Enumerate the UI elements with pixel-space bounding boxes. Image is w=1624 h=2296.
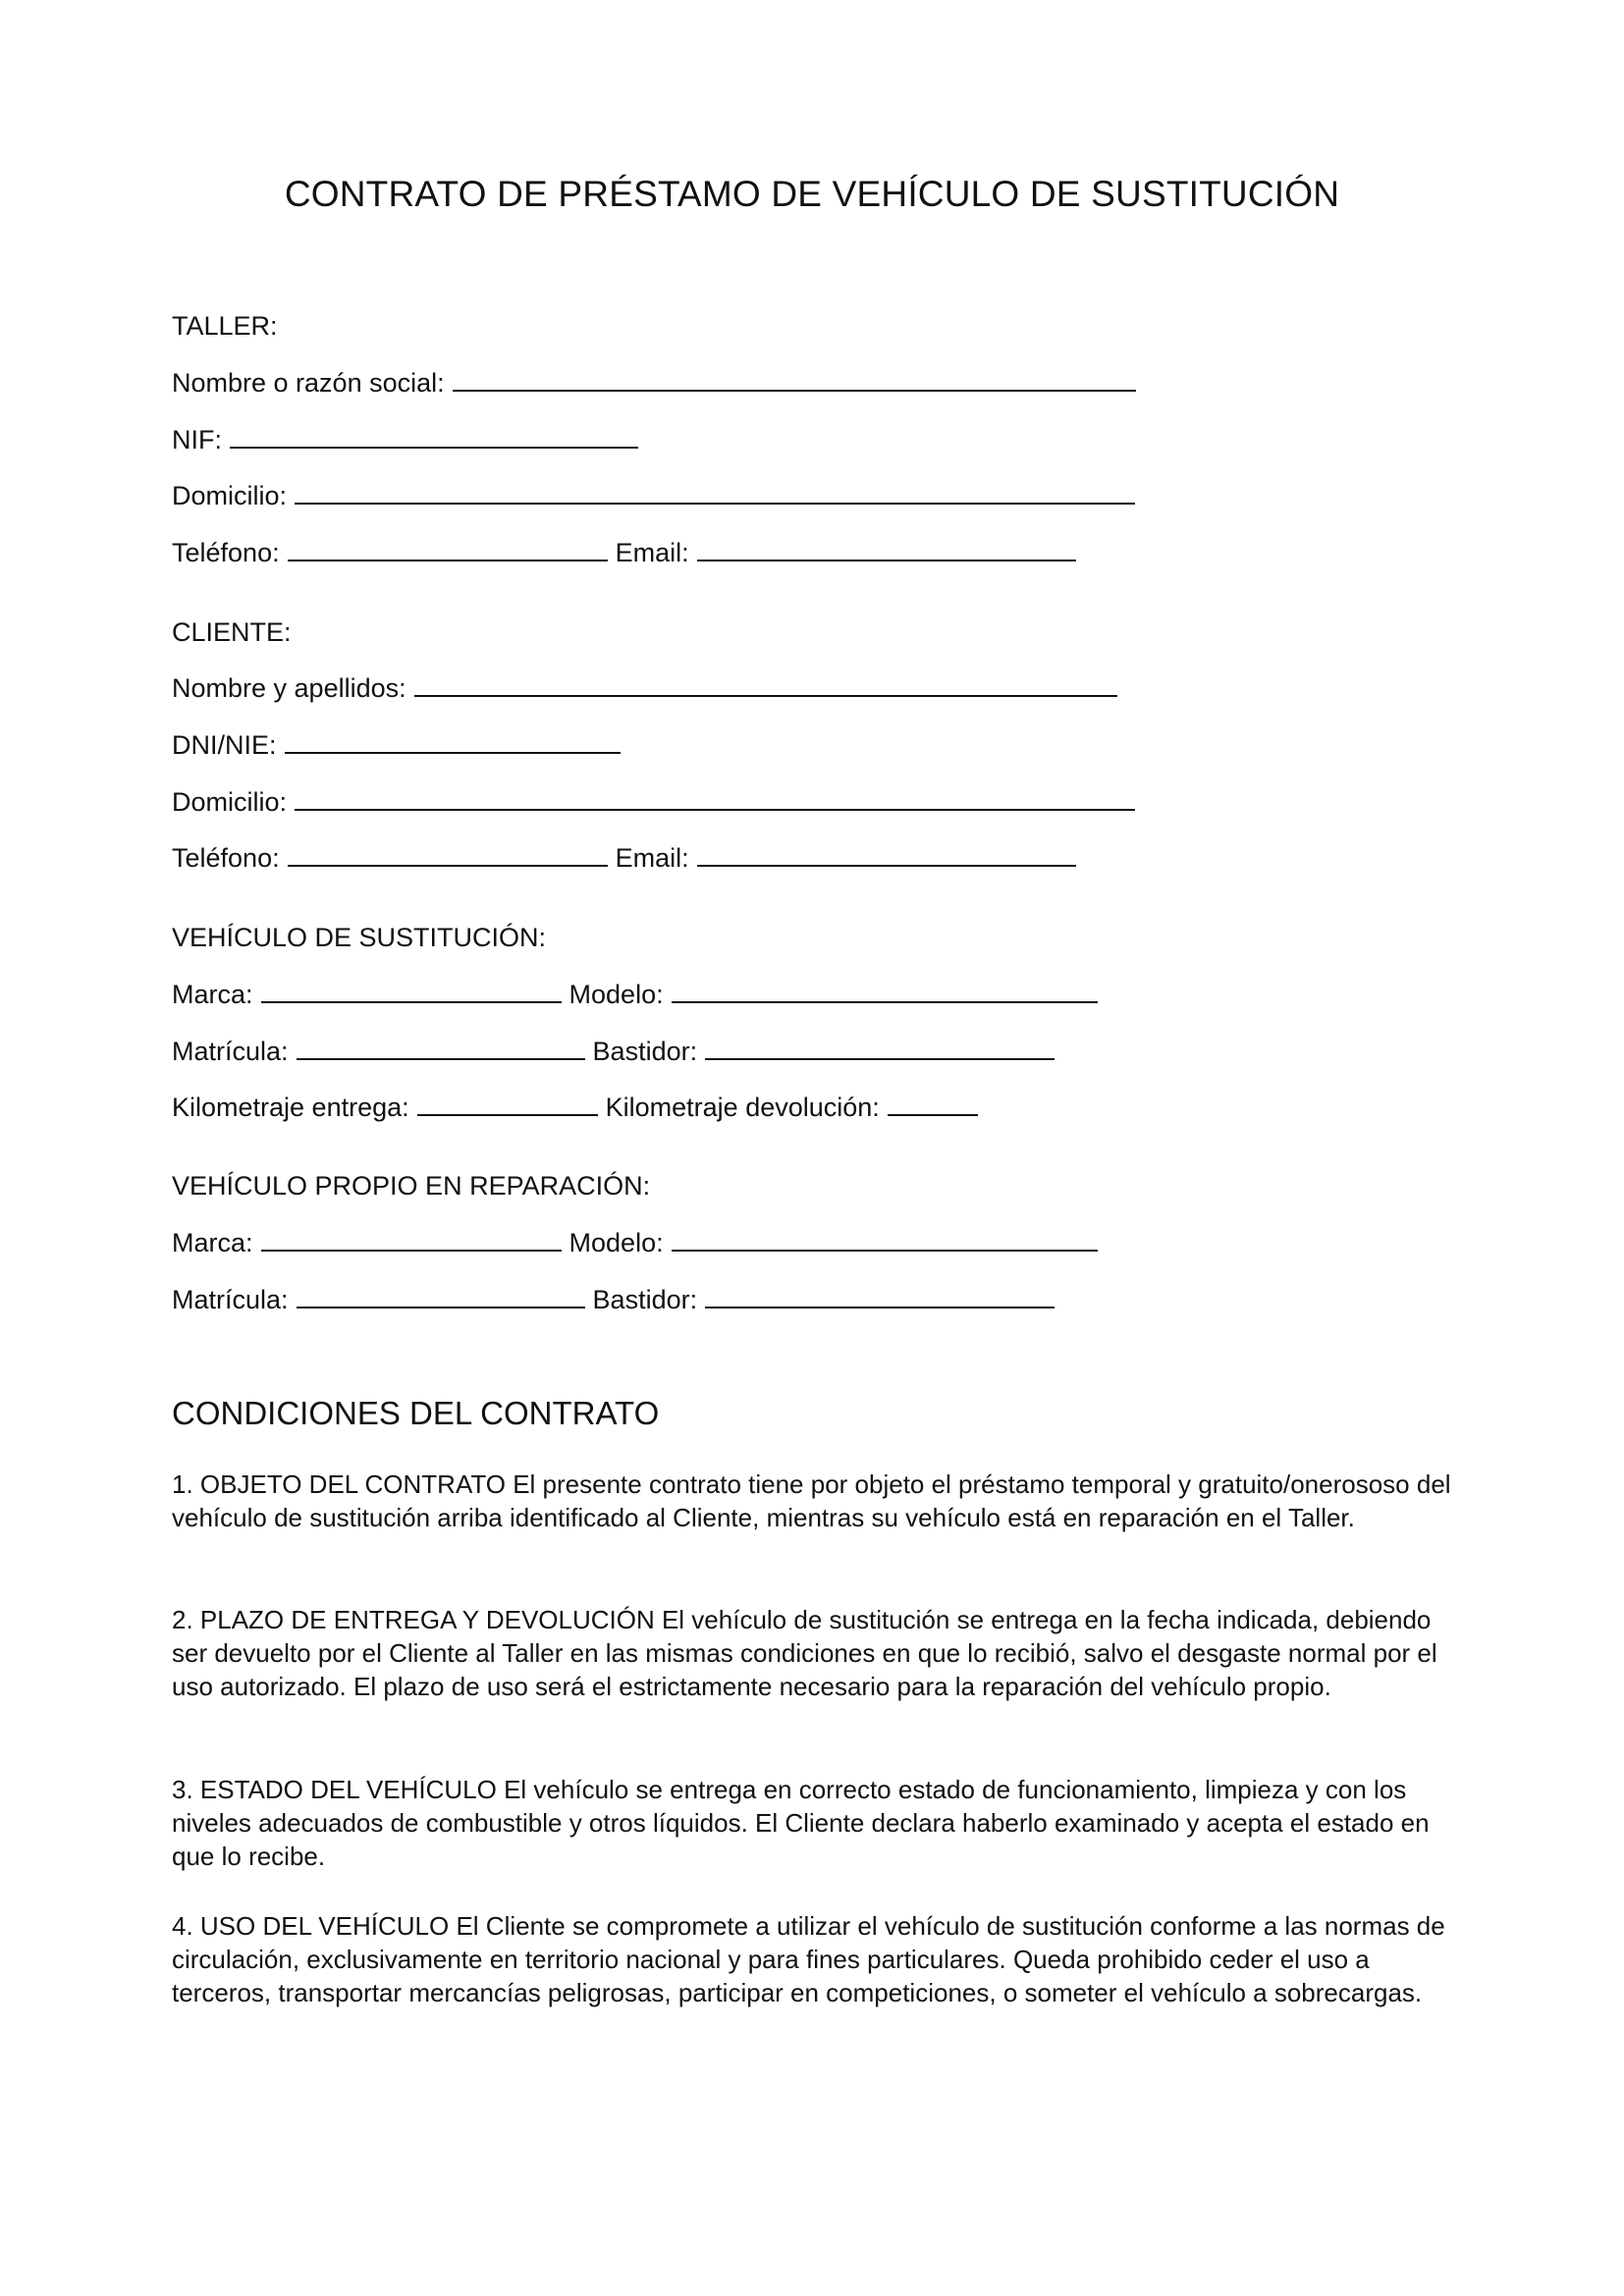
sustitucion-matricula-bastidor-field bbox=[172, 1035, 1055, 1068]
km-entrega-blank[interactable] bbox=[417, 1091, 598, 1116]
cliente-telefono-blank[interactable] bbox=[288, 841, 608, 867]
km-devolucion-blank[interactable] bbox=[888, 1091, 978, 1116]
cliente-domicilio-field bbox=[172, 785, 1135, 819]
taller-heading: TALLER: bbox=[172, 311, 278, 341]
cliente-dni-label: DNI/NIE: bbox=[172, 730, 277, 760]
sustitucion-modelo-label: Modelo: bbox=[568, 980, 664, 1009]
propio-marca-modelo-field bbox=[172, 1226, 1098, 1259]
sustitucion-modelo-blank[interactable] bbox=[672, 978, 1098, 1003]
document-title: CONTRATO DE PRÉSTAMO DE VEHÍCULO DE SUSTITUCIÓN bbox=[284, 174, 1340, 214]
taller-nif-blank[interactable] bbox=[230, 423, 638, 449]
cliente-nombre-field bbox=[172, 671, 1117, 705]
taller-domicilio-field bbox=[172, 479, 1135, 512]
clause-uso: 4. USO DEL VEHÍCULO El Cliente se compromete a utilizar el vehículo de sustitución conforme a las normas de circulación, exclusivamente en territorio nacional y para fines particulares. Queda prohibido ceder el uso a terceros, transportar mercancías peligrosas, participar en competiciones, o someter el vehículo a sobrecargas. bbox=[172, 1911, 1445, 2007]
propio-modelo-blank[interactable] bbox=[672, 1226, 1098, 1252]
taller-domicilio-blank[interactable] bbox=[295, 479, 1135, 505]
sustitucion-bastidor-label: Bastidor: bbox=[592, 1037, 698, 1066]
cliente-email-label: Email: bbox=[615, 843, 689, 873]
taller-email-blank[interactable] bbox=[697, 536, 1076, 561]
taller-domicilio-label: Domicilio: bbox=[172, 481, 288, 510]
taller-telefono-label: Teléfono: bbox=[172, 538, 280, 567]
clause-estado: 3. ESTADO DEL VEHÍCULO El vehículo se entrega en correcto estado de funcionamiento, limpieza y con los niveles adecuados de combustible y otros líquidos. El Cliente declara haberlo examinado y acepta el estado en que lo recibe. bbox=[172, 1775, 1430, 1871]
sustitucion-matricula-blank[interactable] bbox=[297, 1035, 585, 1060]
propio-matricula-label: Matrícula: bbox=[172, 1285, 289, 1314]
taller-nif-label: NIF: bbox=[172, 425, 222, 454]
sustitucion-marca-label: Marca: bbox=[172, 980, 253, 1009]
taller-email-label: Email: bbox=[615, 538, 689, 567]
taller-nombre-field bbox=[172, 366, 1136, 400]
propio-modelo-label: Modelo: bbox=[568, 1228, 664, 1257]
propio-bastidor-label: Bastidor: bbox=[592, 1285, 698, 1314]
cliente-nombre-label: Nombre y apellidos: bbox=[172, 673, 406, 703]
cliente-domicilio-label: Domicilio: bbox=[172, 787, 288, 817]
sustitucion-kilometraje-field bbox=[172, 1091, 978, 1124]
cliente-heading: CLIENTE: bbox=[172, 617, 292, 647]
propio-marca-label: Marca: bbox=[172, 1228, 253, 1257]
sustitucion-bastidor-blank[interactable] bbox=[705, 1035, 1055, 1060]
cliente-dni-field bbox=[172, 728, 621, 762]
propio-matricula-bastidor-field bbox=[172, 1283, 1055, 1316]
propio-bastidor-blank[interactable] bbox=[705, 1283, 1055, 1308]
clause-plazo: 2. PLAZO DE ENTREGA Y DEVOLUCIÓN El vehículo de sustitución se entrega en la fecha indicada, debiendo ser devuelto por el Cliente al Taller en las mismas condiciones en que lo recibió, salvo el desgaste normal por el uso autorizado. El plazo de uso será el estrictamente necesario para la reparación del vehículo propio. bbox=[172, 1605, 1437, 1701]
km-devolucion-label: Kilometraje devolución: bbox=[605, 1093, 880, 1122]
taller-nombre-blank[interactable] bbox=[453, 366, 1136, 392]
vehiculo-propio-heading: VEHÍCULO PROPIO EN REPARACIÓN: bbox=[172, 1171, 651, 1201]
km-entrega-label: Kilometraje entrega: bbox=[172, 1093, 409, 1122]
sustitucion-marca-modelo-field bbox=[172, 978, 1098, 1011]
sustitucion-matricula-label: Matrícula: bbox=[172, 1037, 289, 1066]
cliente-dni-blank[interactable] bbox=[285, 728, 621, 754]
taller-nombre-label: Nombre o razón social: bbox=[172, 368, 445, 398]
propio-marca-blank[interactable] bbox=[261, 1226, 562, 1252]
taller-telefono-blank[interactable] bbox=[288, 536, 608, 561]
cliente-nombre-blank[interactable] bbox=[414, 671, 1117, 697]
clause-objeto: 1. OBJETO DEL CONTRATO El presente contrato tiene por objeto el préstamo temporal y gratuito/onerososo del vehículo de sustitución arriba identificado al Cliente, mientras su vehículo está en reparación en el Taller. bbox=[172, 1469, 1451, 1532]
conditions-heading: CONDICIONES DEL CONTRATO bbox=[172, 1395, 660, 1431]
taller-nif-field bbox=[172, 423, 638, 456]
taller-contacto-field bbox=[172, 536, 1076, 569]
sustitucion-marca-blank[interactable] bbox=[261, 978, 562, 1003]
cliente-contacto-field bbox=[172, 841, 1076, 875]
cliente-telefono-label: Teléfono: bbox=[172, 843, 280, 873]
vehiculo-sustitucion-heading: VEHÍCULO DE SUSTITUCIÓN: bbox=[172, 923, 547, 952]
cliente-domicilio-blank[interactable] bbox=[295, 785, 1135, 811]
cliente-email-blank[interactable] bbox=[697, 841, 1076, 867]
propio-matricula-blank[interactable] bbox=[297, 1283, 585, 1308]
